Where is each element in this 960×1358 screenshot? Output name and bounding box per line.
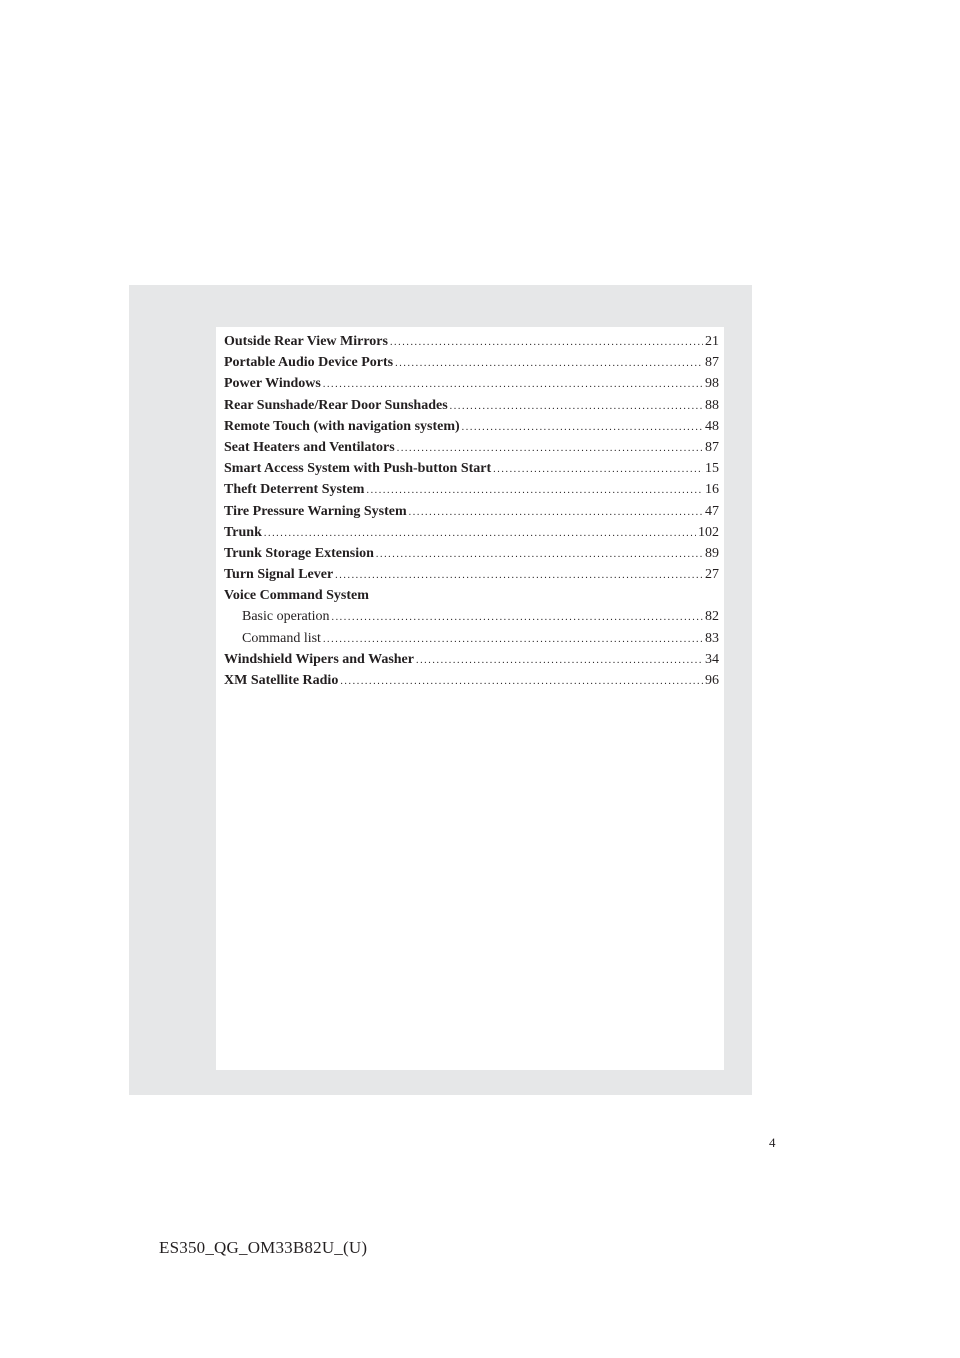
dot-leader <box>366 480 703 501</box>
entry-label: Portable Audio Device Ports <box>224 355 394 371</box>
dot-leader <box>323 629 703 650</box>
entry-page-number: 21 <box>705 334 719 349</box>
dot-leader <box>450 396 703 417</box>
entry-label: Smart Access System with Push-button Start <box>224 461 492 477</box>
entry-page-number: 16 <box>705 482 719 498</box>
entry-label: Voice Command System <box>224 588 369 604</box>
entry-page-number: 87 <box>705 439 719 455</box>
entry-label: Command list <box>242 630 321 646</box>
entry-label: Remote Touch (with navigation system) <box>224 418 460 434</box>
dot-leader <box>264 523 696 544</box>
dot-leader <box>331 607 703 628</box>
index-list <box>224 331 719 691</box>
entry-label: Trunk Storage Extension <box>224 545 374 561</box>
entry-label: Seat Heaters and Ventilators <box>224 439 395 455</box>
entry-page-number: 83 <box>705 630 719 646</box>
document-code: ES350_QG_OM33B82U_(U) <box>159 1238 368 1257</box>
entry-label: Outside Rear View Mirrors <box>224 334 388 349</box>
dot-leader <box>462 417 703 438</box>
index-entry <box>224 522 719 543</box>
entry-label: XM Satellite Radio <box>224 673 339 688</box>
index-entry <box>224 373 719 394</box>
dot-leader <box>376 544 703 565</box>
dot-leader <box>493 459 703 480</box>
index-entry <box>224 543 719 564</box>
page-number: 4 <box>769 1135 776 1150</box>
entry-label: Theft Deterrent System <box>224 482 365 498</box>
entry-label: Power Windows <box>224 376 321 392</box>
entry-label: Rear Sunshade/Rear Door Sunshades <box>224 397 448 413</box>
dot-leader <box>335 565 703 586</box>
index-entry <box>224 416 719 437</box>
entry-page-number: 87 <box>705 355 719 371</box>
entry-page-number: 34 <box>705 651 719 667</box>
entry-page-number: 27 <box>705 567 719 583</box>
index-entry <box>224 479 719 500</box>
entry-label: Windshield Wipers and Washer <box>224 651 414 667</box>
entry-page-number: 47 <box>705 503 719 519</box>
entry-label: Basic operation <box>242 609 330 625</box>
dot-leader <box>340 671 703 692</box>
entry-page-number: 48 <box>705 418 719 434</box>
dot-leader <box>416 650 703 671</box>
entry-label: Trunk <box>224 524 262 540</box>
entry-page-number: 102 <box>698 524 719 540</box>
dot-leader <box>409 502 703 523</box>
dot-leader <box>323 374 703 395</box>
index-entry <box>224 670 719 691</box>
index-entry <box>224 564 719 585</box>
index-entry <box>224 352 719 373</box>
entry-page-number: 96 <box>705 673 719 688</box>
entry-page-number: 82 <box>705 609 719 625</box>
dot-leader <box>395 353 703 374</box>
entry-label: Turn Signal Lever <box>224 567 334 583</box>
entry-page-number: 89 <box>705 545 719 561</box>
index-subentry <box>224 628 719 649</box>
entry-page-number: 15 <box>705 461 719 477</box>
index-entry <box>224 649 719 670</box>
index-entry <box>224 501 719 522</box>
index-entry <box>224 395 719 416</box>
entry-page-number: 98 <box>705 376 719 392</box>
index-subentry <box>224 606 719 627</box>
dot-leader <box>397 438 703 459</box>
index-entry <box>224 585 719 606</box>
entry-page-number: 88 <box>705 397 719 413</box>
entry-label: Tire Pressure Warning System <box>224 503 407 519</box>
dot-leader <box>390 332 703 353</box>
index-entry <box>224 437 719 458</box>
index-entry <box>224 458 719 479</box>
index-entry <box>224 331 719 352</box>
